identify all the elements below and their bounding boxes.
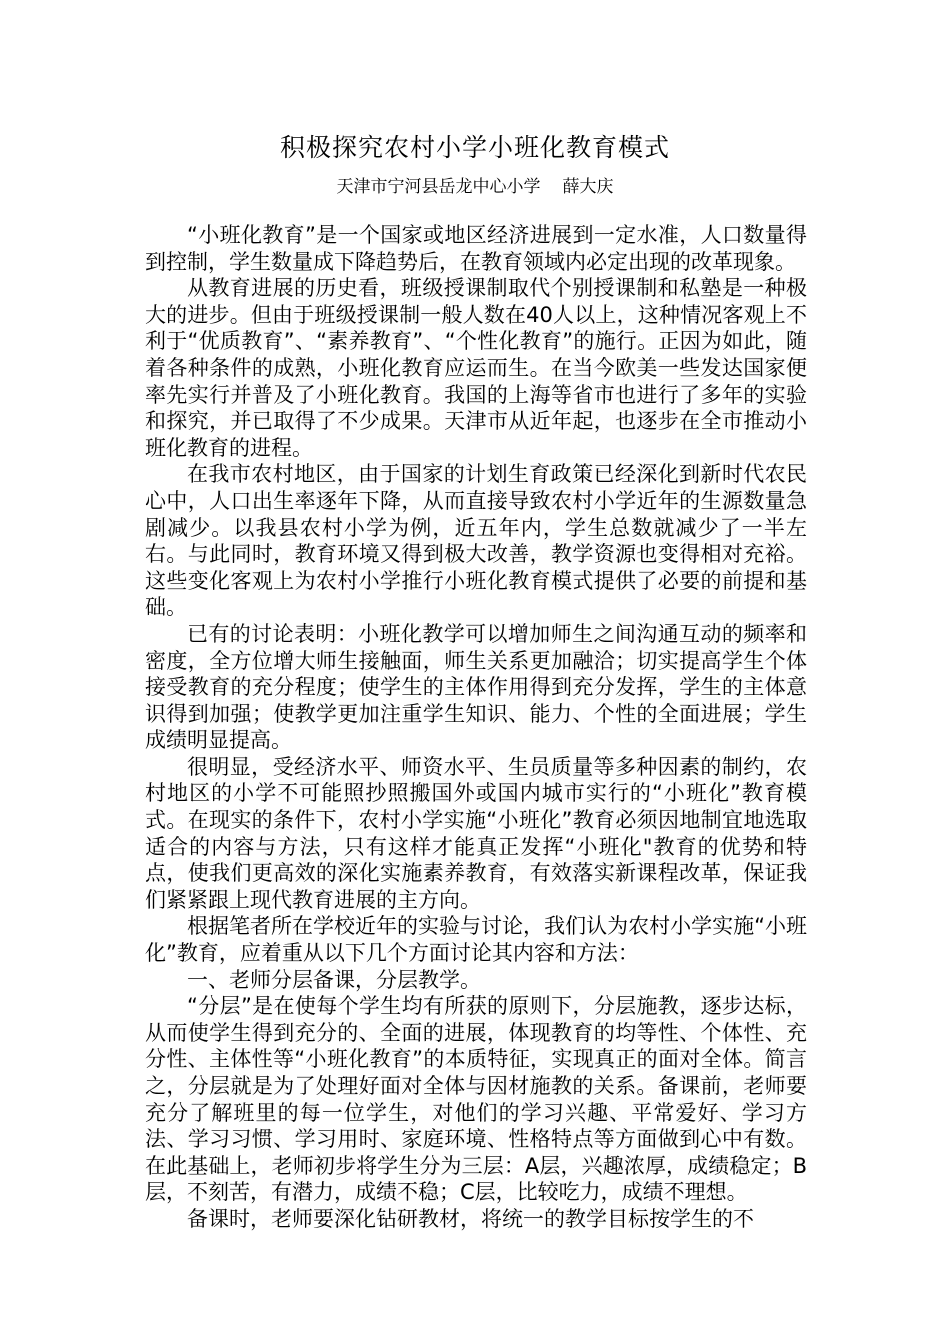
paragraph: 从教育进展的历史看，班级授课制取代个别授课制和私塾是一种极大的进步。但由于班级授课制一般人数在40人以上，这种情况客观上不利于“优质教育”、“素养教育”、“个性化教育”的施行。正因为如此，随着各种条件的成熟，小班化教育应运而生。在当今欧美一些发达国家便率先实行并普及了小班化教育。我国的上海等省市也进行了多年的实验和探究，并已取得了不少成果。天津市从近年起，也逐步在全市推动小班化教育的进程。 xyxy=(145,276,807,460)
author-unit: 天津市宁河县岳龙中心小学 xyxy=(336,177,541,197)
paragraph: 已有的讨论表明：小班化教学可以增加师生之间沟通互动的频率和密度，全方位增大师生接触面，师生关系更加融洽；切实提高学生个体接受教育的充分程度；使学生的主体作用得到充分发挥，学生的主体意识得到加强；使教学更加注重学生知识、能力、个性的全面进展；学生成绩明显提高。 xyxy=(145,621,807,753)
paragraph: “小班化教育”是一个国家或地区经济进展到一定水准，人口数量得到控制，学生数量成下降趋势后，在教育领域内必定出现的改革现象。 xyxy=(145,223,807,274)
paragraph: “分层”是在使每个学生均有所获的原则下，分层施教，逐步达标，从而使学生得到充分的、全面的进展，体现教育的均等性、个体性、充分性、主体性等“小班化教育”的本质特征，实现真正的面对全体。简言之，分层就是为了处理好面对全体与因材施教的关系。备课前，老师要充分了解班里的每一位学生，对他们的学习兴趣、平常爱好、学习方法、学习习惯、学习用时、家庭环境、性格特点等方面做到心中有数。在此基础上，老师初步将学生分为三层：A层，兴趣浓厚，成绩稳定；B层，不刻苦，有潜力，成绩不稳；C层，比较吃力，成绩不理想。 xyxy=(145,994,807,1205)
section-heading: 一、老师分层备课，分层教学。 xyxy=(187,967,481,992)
paragraph: 根据笔者所在学校近年的实验与讨论，我们认为农村小学实施“小班化”教育，应着重从以下几个方面讨论其内容和方法： xyxy=(145,914,807,966)
paragraph: 很明显，受经济水平、师资水平、生员质量等多种因素的制约，农村地区的小学不可能照抄照搬国外或国内城市实行的“小班化”教育模式。在现实的条件下，农村小学实施“小班化”教育必须因地制宜地选取适合的内容与方法，只有这样才能真正发挥“小班化"教育的优势和特点，使我们更高效的深化实施素养教育，有效落实新课程改革，保证我们紧紧跟上现代教育进展的主方向。 xyxy=(145,754,807,912)
paragraph: 在我市农村地区，由于国家的计划生育政策已经深化到新时代农民心中，人口出生率逐年下降，从而直接导致农村小学近年的生源数量急剧减少。以我县农村小学为例，近五年内，学生总数就减少了一半左右。与此同时，教育环境又得到极大改善，教学资源也变得相对充裕。这些变化客观上为农村小学推行小班化教育模式提供了必要的前提和基础。 xyxy=(145,462,807,620)
author-byline xyxy=(0,174,950,200)
page-title: 积极探究农村小学小班化教育模式 xyxy=(279,133,670,162)
author-name: 薛大庆 xyxy=(562,177,614,197)
paragraph: 备课时，老师要深化钻研教材，将统一的教学目标按学生的不 xyxy=(187,1206,754,1231)
article-body xyxy=(145,222,807,1233)
